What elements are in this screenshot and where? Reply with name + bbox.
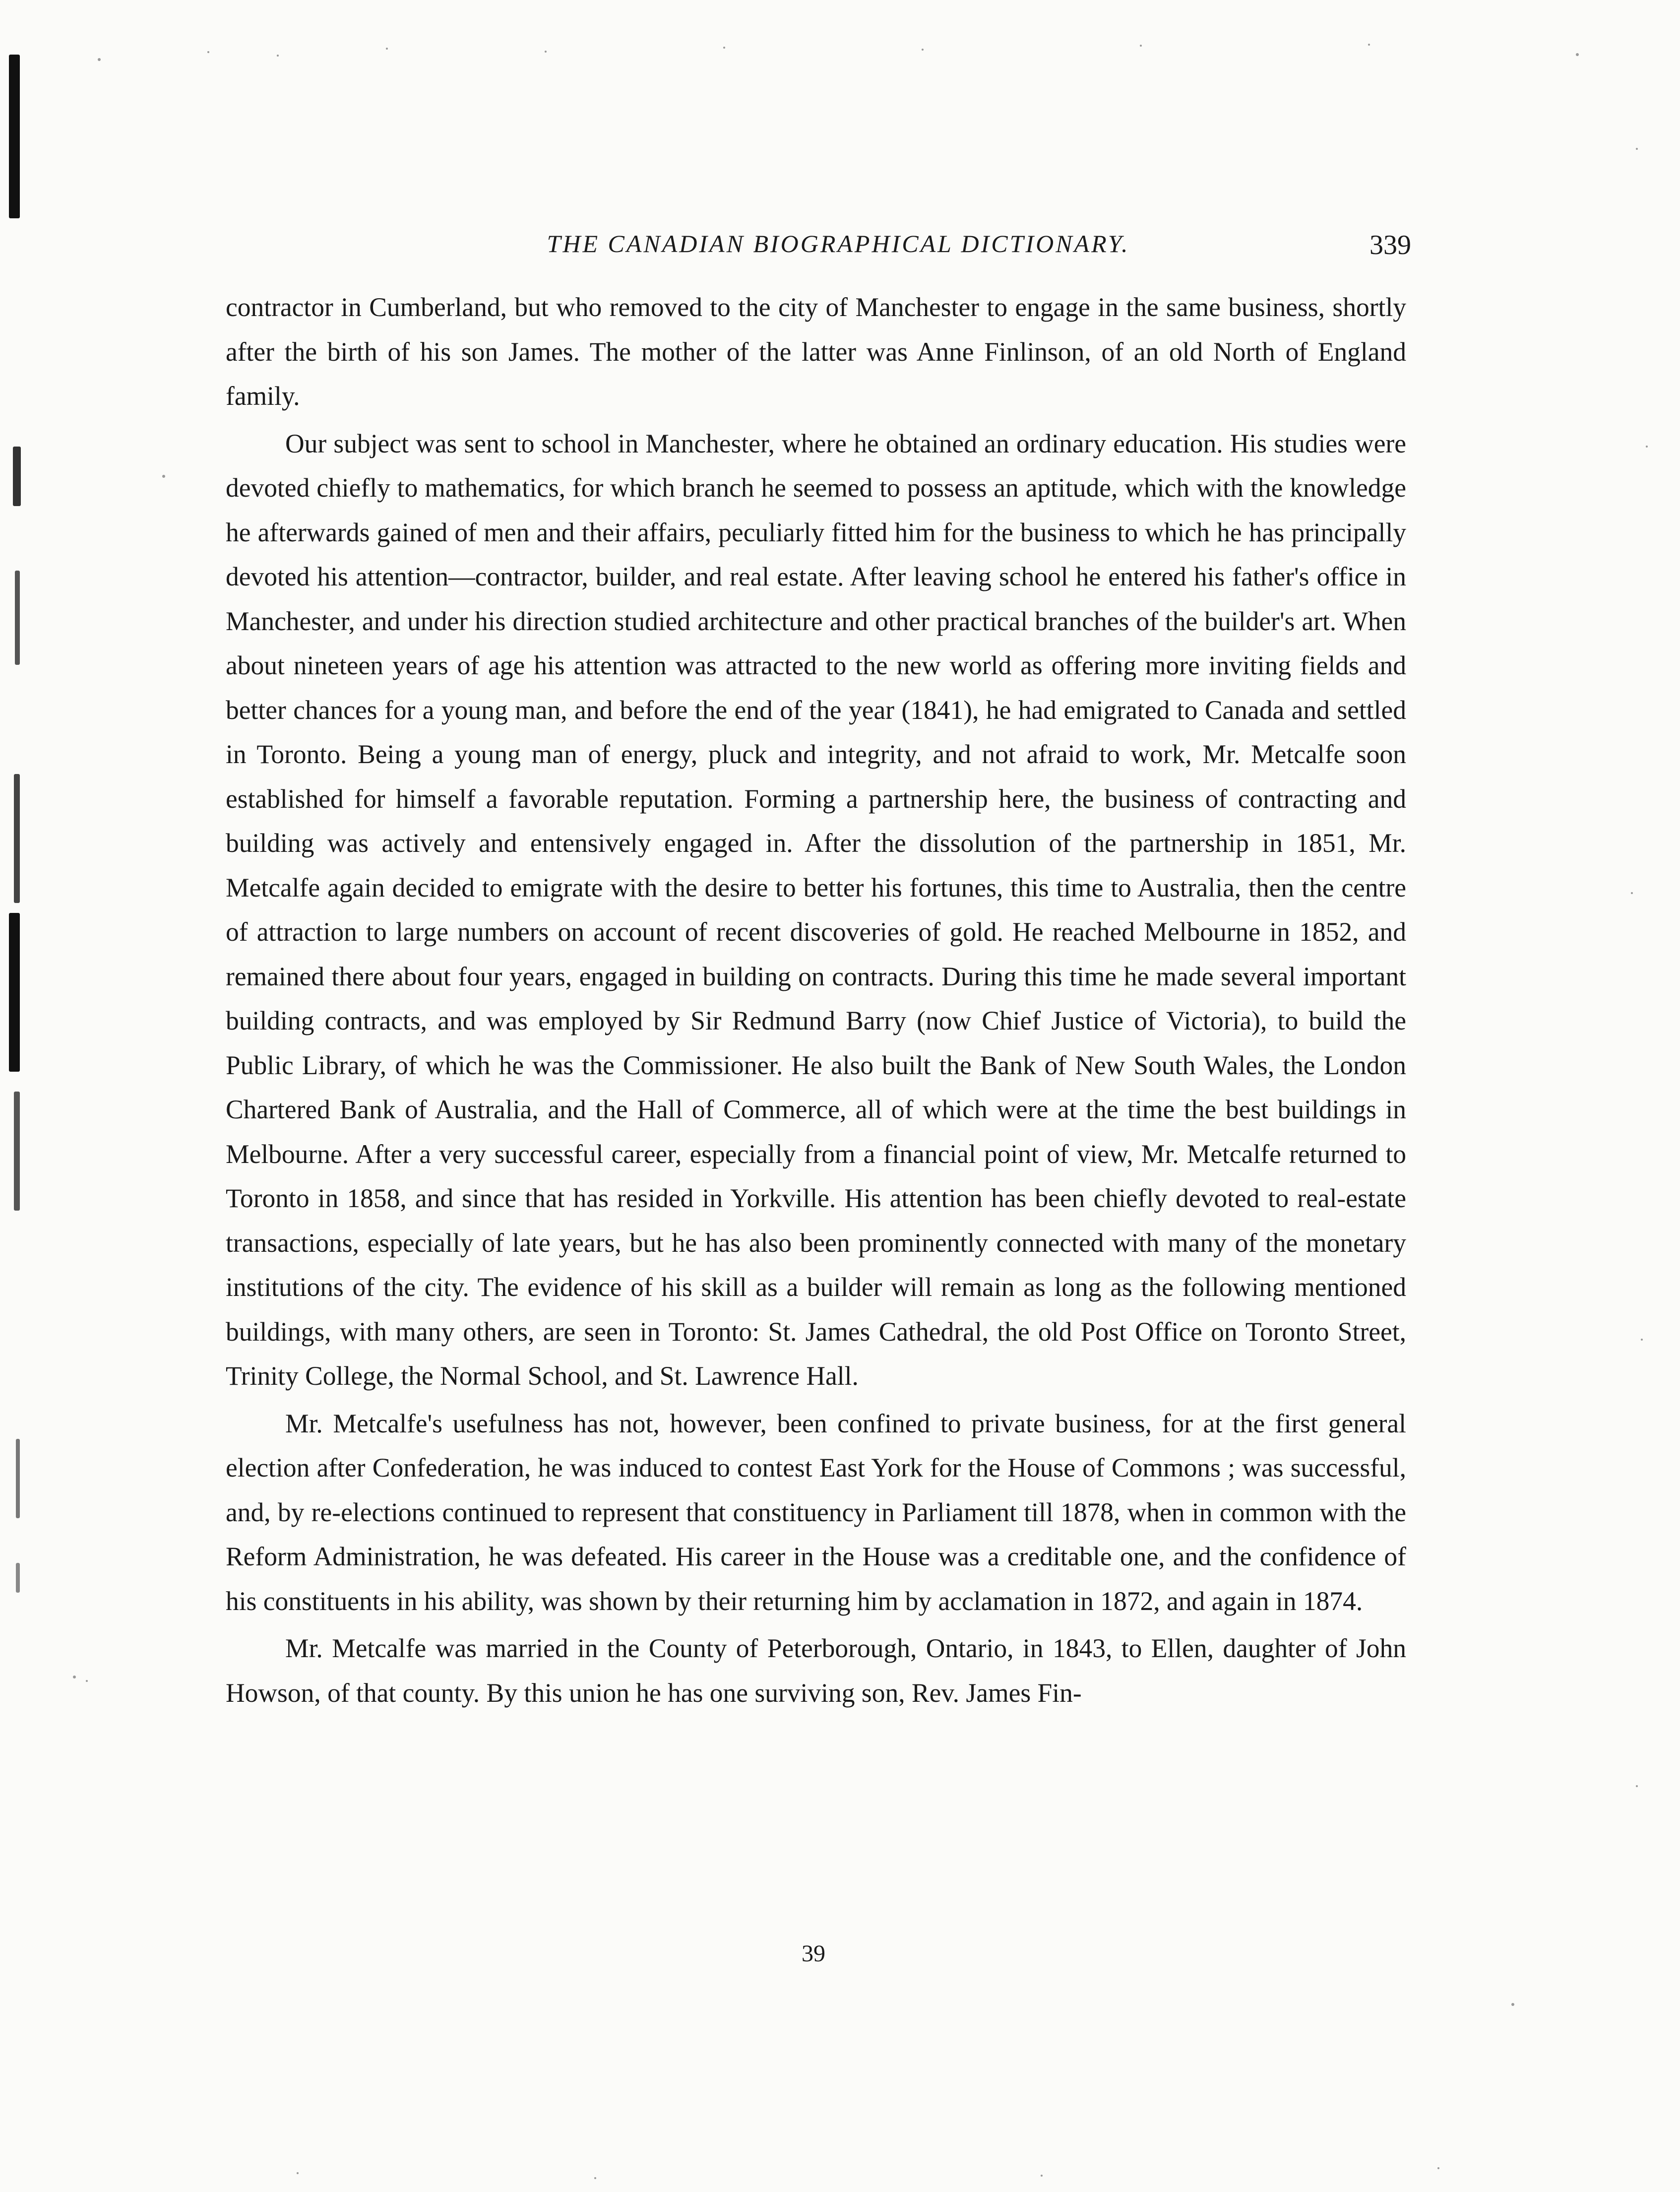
- page-number: 339: [1369, 230, 1411, 260]
- binding-mark: [13, 447, 21, 506]
- binding-mark: [9, 55, 20, 218]
- binding-mark: [16, 1563, 20, 1593]
- binding-mark: [14, 774, 20, 903]
- binding-mark: [15, 571, 20, 665]
- paragraph: contractor in Cumberland, but who removed to the city of Manchester to engage in the same business, shortly after the birth of his son James. The mother of the latter was Anne Finlinson, of an old North of England family.: [226, 292, 1406, 411]
- paragraph: Mr. Metcalfe was married in the County of Peterborough, Ontario, in 1843, to Ellen, daughter of John Howson, of that county. By this union he has one surviving son, Rev. James Fin-: [226, 1633, 1406, 1708]
- paragraph: Mr. Metcalfe's usefulness has not, however, been confined to private business, for at the first general election after Confederation, he was induced to contest East York for the House of Commons ; was successful, and, by re-elections continued to represent that constituency in Parliament till 1878, when in common with the Reform Administration, he was defeated. His career in the House was a creditable one, and the confidence of his constituents in his ability, was shown by their returning him by acclamation in 1872, and again in 1874.: [226, 1408, 1406, 1616]
- body-text: [226, 285, 1406, 1718]
- signature-mark: 39: [802, 1940, 825, 1967]
- binding-mark: [16, 1439, 20, 1518]
- binding-mark: [9, 913, 20, 1072]
- running-head: THE CANADIAN BIOGRAPHICAL DICTIONARY.: [547, 230, 1130, 258]
- paragraph: Our subject was sent to school in Manchester, where he obtained an ordinary education. His studies were devoted chiefly to mathematics, for which branch he seemed to possess an aptitude, which with the knowledge he afterwards gained of men and their affairs, peculiarly fitted him for the business to which he has principally devoted his attention—contractor, builder, and real estate. After leaving school he entered his father's office in Manchester, and under his direction studied architecture and other practical branches of the builder's art. When about nineteen years of age his attention was attracted to the new world as offering more inviting fields and better chances for a young man, and before the end of the year (1841), he had emigrated to Canada and settled in Toronto. Being a young man of energy, pluck and integrity, and not afraid to work, Mr. Metcalfe soon established for himself a favorable reputation. Forming a partnership here, the business of contracting and building was actively and entensively engaged in. After the dissolution of the partnership in 1851, Mr. Metcalfe again decided to emigrate with the desire to better his fortunes, this time to Australia, then the centre of attraction to large numbers on account of recent discoveries of gold. He reached Melbourne in 1852, and remained there about four years, engaged in building on contracts. During this time he made several important building contracts, and was employed by Sir Redmund Barry (now Chief Justice of Victoria), to build the Public Library, of which he was the Commissioner. He also built the Bank of New South Wales, the London Chartered Bank of Australia, and the Hall of Commerce, all of which were at the time the best buildings in Melbourne. After a very successful career, especially from a financial point of view, Mr. Metcalfe returned to Toronto in 1858, and since that has resided in Yorkville. His attention has been chiefly devoted to real-estate transactions, especially of late years, but he has also been prominently connected with many of the monetary institutions of the city. The evidence of his skill as a builder will remain as long as the following mentioned buildings, with many others, are seen in Toronto: St. James Cathedral, the old Post Office on Toronto Street, Trinity College, the Normal School, and St. Lawrence Hall.: [226, 428, 1406, 1391]
- binding-edge: [0, 0, 45, 2192]
- binding-mark: [14, 1092, 20, 1211]
